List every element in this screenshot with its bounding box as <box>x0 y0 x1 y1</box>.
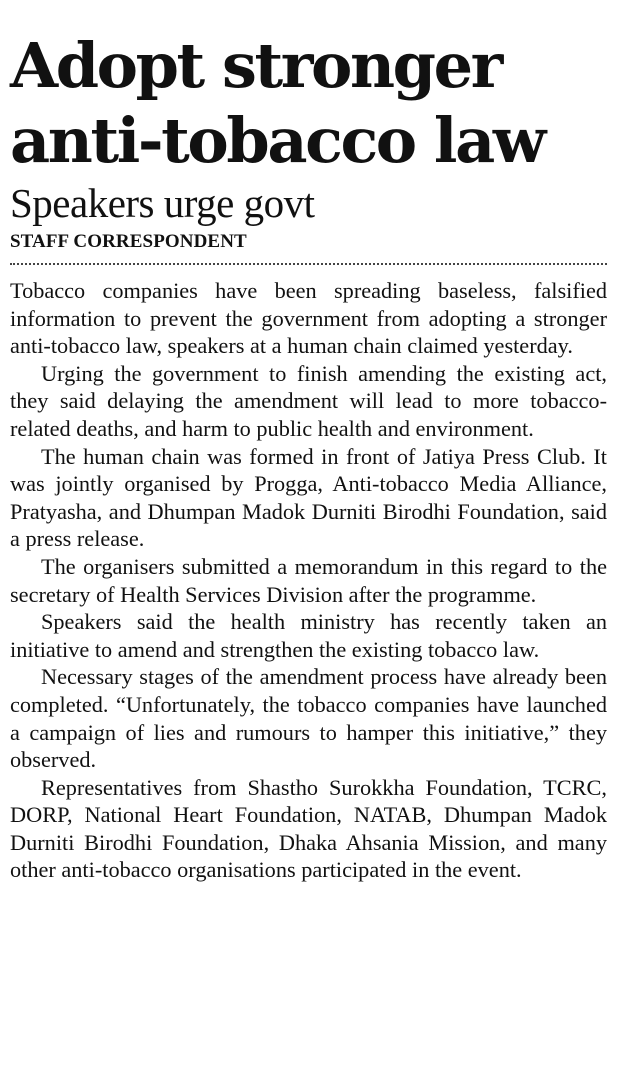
subheadline: Speakers urge govt <box>10 180 315 226</box>
news-article <box>10 0 607 884</box>
paragraph-4: The organisers submitted a memorandum in this regard to the secretary of Health Services Division after the programme. <box>10 553 607 607</box>
dotted-divider <box>10 263 607 265</box>
headline-line-2: anti-tobacco law <box>10 104 544 177</box>
paragraph-3: The human chain was formed in front of Jatiya Press Club. It was jointly organised by Progga, Anti-tobacco Media Alliance, Pratyasha, and Dhumpan Madok Durniti Birodhi Foundation, said a press release. <box>10 443 607 552</box>
paragraph-2: Urging the government to finish amending the existing act, they said delaying the amendment will lead to more tobacco-related deaths, and harm to public health and environment. <box>10 360 607 441</box>
paragraph-6: Necessary stages of the amendment process have already been completed. “Unfortunately, the tobacco companies have launched a campaign of lies and rumours to hamper this initiative,” they observed. <box>10 664 607 773</box>
headline-line-1: Adopt stronger <box>10 29 501 102</box>
headline <box>10 0 607 178</box>
paragraph-1: Tobacco companies have been spreading baseless, falsified information to prevent the government from adopting a stronger anti-tobacco law, speakers at a human chain claimed yesterday. <box>10 278 607 359</box>
paragraph-5: Speakers said the health ministry has recently taken an initiative to amend and strengthen the existing tobacco law. <box>10 609 607 662</box>
byline: STAFF CORRESPONDENT <box>10 231 247 252</box>
article-body <box>10 277 607 884</box>
paragraph-7: Representatives from Shastho Surokkha Foundation, TCRC, DORP, National Heart Foundation, NATAB, Dhumpan Madok Durniti Birodhi Foundation, Dhaka Ahsania Mission, and many other anti-tobacco organisations participated in the event. <box>10 774 607 883</box>
